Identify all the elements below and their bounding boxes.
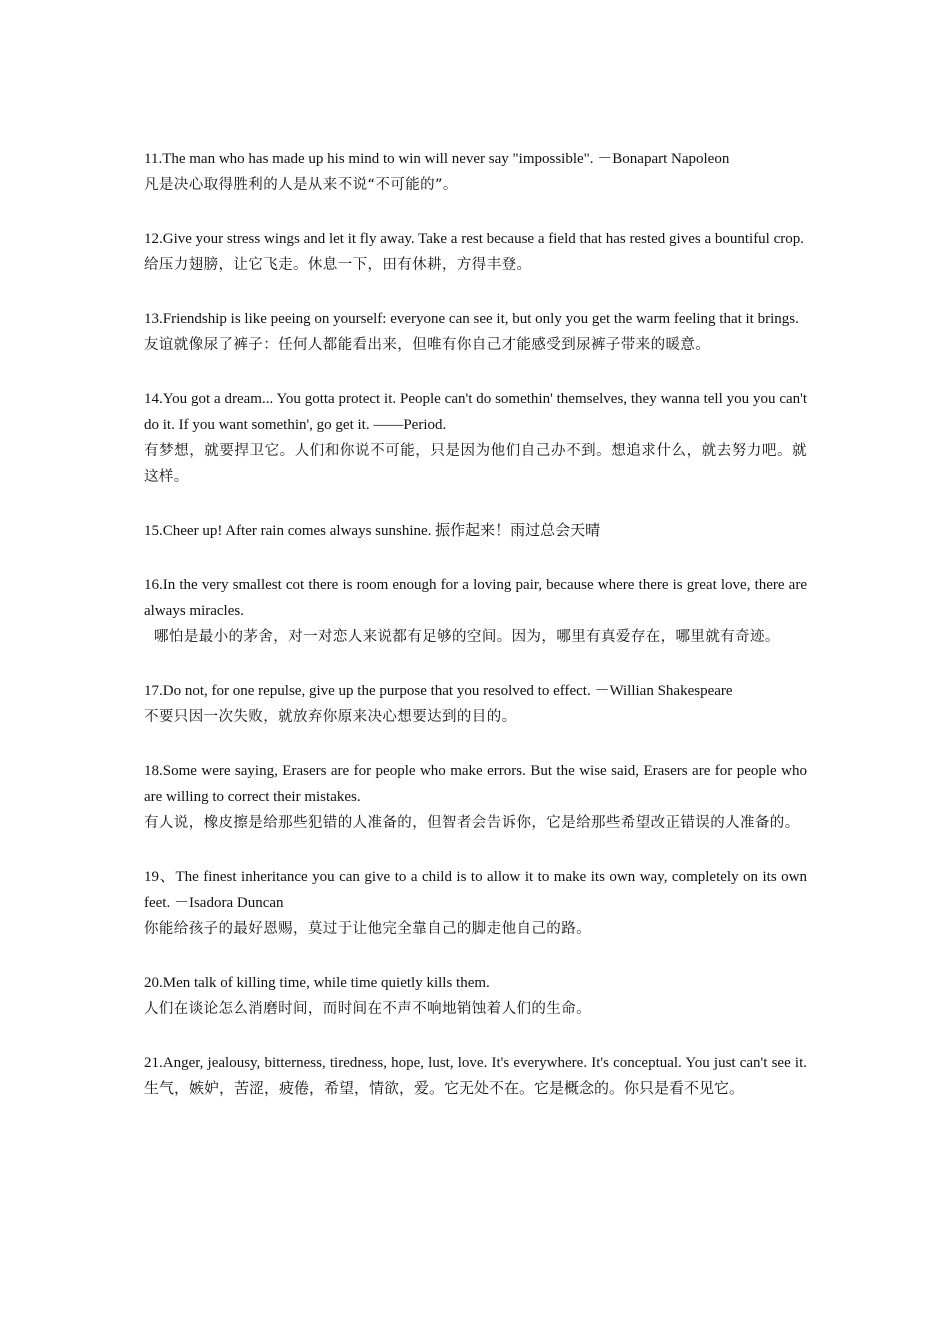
quote-21: [144, 1050, 807, 1102]
quote-15: [144, 518, 807, 544]
quote-english: 21.Anger, jealousy, bitterness, tiredness, hope, lust, love. It's everywhere. It's conceptual. You just can't see it. 生气，嫉妒，苦涩，疲倦，希望，情欲，爱。它无处不在。它是概念的。你只是看不见它。: [144, 1055, 807, 1097]
quote-chinese: 有梦想，就要捍卫它。人们和你说不可能，只是因为他们自己办不到。想追求什么，就去努力吧。就这样。: [144, 443, 807, 485]
quote-chinese: 你能给孩子的最好恩赐，莫过于让他完全靠自己的脚走他自己的路。: [144, 921, 591, 937]
quote-english: 12.Give your stress wings and let it fly away. Take a rest because a field that has rested gives a bountiful crop.: [144, 231, 805, 247]
quote-chinese: 不要只因一次失败，就放弃你原来决心想要达到的目的。: [144, 709, 517, 725]
quote-11: [144, 146, 807, 198]
quote-20: [144, 970, 807, 1022]
quote-chinese: 友谊就像尿了裤子：任何人都能看出来，但唯有你自己才能感受到尿裤子带来的暖意。: [144, 337, 711, 353]
document-page: [144, 146, 807, 1130]
quote-english: 11.The man who has made up his mind to win will never say "impossible". －Bonapart Napoleon: [144, 151, 730, 167]
quote-english: 13.Friendship is like peeing on yourself: everyone can see it, but only you get the warm feeling that it brings.: [144, 311, 799, 327]
quote-english: 15.Cheer up! After rain comes always sunshine. 振作起来！雨过总会天晴: [144, 523, 601, 539]
quote-chinese: 有人说，橡皮擦是给那些犯错的人准备的，但智者会告诉你，它是给那些希望改正错误的人准备的。: [144, 815, 800, 831]
quote-17: [144, 678, 807, 730]
quote-english: 19、The finest inheritance you can give to a child is to allow it to make its own way, completely on its own feet. －Isadora Duncan: [144, 869, 807, 911]
quote-chinese: 凡是决心取得胜利的人是从来不说“不可能的”。: [144, 177, 458, 193]
quote-13: [144, 306, 807, 358]
quote-chinese: 给压力翅膀，让它飞走。休息一下，田有休耕，方得丰登。: [144, 257, 532, 273]
quote-12: [144, 226, 807, 278]
quote-chinese: 人们在谈论怎么消磨时间，而时间在不声不响地销蚀着人们的生命。: [144, 1001, 591, 1017]
quote-english: 20.Men talk of killing time, while time quietly kills them.: [144, 975, 490, 991]
quote-14: [144, 386, 807, 490]
quote-english: 18.Some were saying, Erasers are for people who make errors. But the wise said, Erasers are for people who are willing to correct their mistakes.: [144, 763, 807, 805]
quote-18: [144, 758, 807, 836]
quote-16: [144, 572, 807, 650]
quote-19: [144, 864, 807, 942]
quote-english: 14.You got a dream... You gotta protect it. People can't do somethin' themselves, they wanna tell you you can't do it. If you want somethin', go get it. ——Period.: [144, 391, 807, 433]
quote-chinese: 哪怕是最小的茅舍，对一对恋人来说都有足够的空间。因为，哪里有真爱存在，哪里就有奇迹。: [144, 629, 780, 645]
quote-english: 17.Do not, for one repulse, give up the purpose that you resolved to effect. －Willian Shakespeare: [144, 683, 733, 699]
quote-english: 16.In the very smallest cot there is room enough for a loving pair, because where there is great love, there are always miracles.: [144, 577, 807, 619]
